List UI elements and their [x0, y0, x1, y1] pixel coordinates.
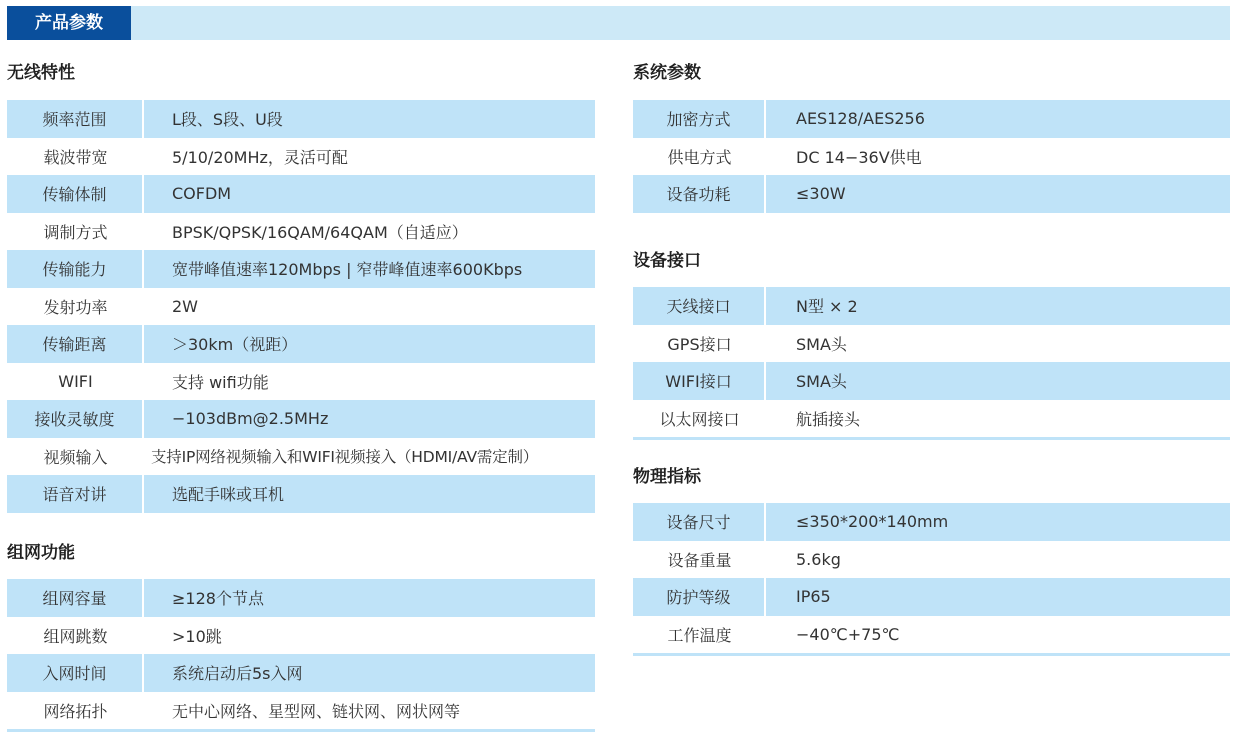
section-title-system: 系统参数 — [633, 63, 701, 83]
table-row — [7, 475, 595, 513]
row-value: 支持 wifi功能 — [172, 372, 269, 392]
row-label: 传输体制 — [7, 175, 144, 213]
table-row — [7, 213, 595, 251]
table-bottom-line — [7, 729, 595, 732]
row-label: 设备尺寸 — [633, 503, 766, 541]
row-value: DC 14−36V供电 — [796, 147, 922, 167]
row-label: 接收灵敏度 — [7, 400, 144, 438]
row-value: SMA头 — [796, 372, 847, 392]
table-row — [633, 138, 1230, 176]
table-row — [7, 654, 595, 692]
row-label: 视频输入 — [43, 447, 108, 467]
table-row — [633, 616, 1230, 654]
row-label: 供电方式 — [667, 147, 732, 167]
table-row — [633, 503, 1230, 541]
table-row — [633, 400, 1230, 438]
row-value: ≥128个节点 — [172, 589, 264, 609]
row-label: 以太网接口 — [659, 409, 740, 429]
header-bar — [7, 6, 1230, 40]
table-row — [7, 138, 595, 176]
row-label: 加密方式 — [633, 100, 766, 138]
table-row — [633, 100, 1230, 138]
table-row — [7, 692, 595, 730]
row-value: N型 × 2 — [796, 297, 858, 317]
row-value: −103dBm@2.5MHz — [172, 409, 329, 429]
table-row — [7, 250, 595, 288]
row-label: 发射功率 — [43, 297, 108, 317]
row-value: BPSK/QPSK/16QAM/64QAM（自适应） — [172, 222, 468, 242]
table-row — [7, 175, 595, 213]
row-value: L段、S段、U段 — [172, 110, 283, 130]
table-row — [633, 578, 1230, 616]
table-row — [7, 617, 595, 655]
row-label: 组网容量 — [7, 579, 144, 617]
row-label: 防护等级 — [633, 578, 766, 616]
row-value: −40℃+75℃ — [796, 624, 900, 644]
table-row — [7, 579, 595, 617]
table-row — [7, 100, 595, 138]
row-label: 入网时间 — [7, 654, 144, 692]
row-value: COFDM — [172, 184, 232, 204]
table-row — [633, 175, 1230, 213]
row-label: 设备重量 — [667, 550, 732, 570]
page-title: 产品参数 — [7, 6, 131, 40]
row-label: 网络拓扑 — [43, 701, 108, 721]
system-table — [633, 100, 1230, 213]
row-label: 组网跳数 — [43, 626, 108, 646]
wireless-table — [7, 100, 595, 513]
section-title-networking: 组网功能 — [7, 543, 75, 563]
table-bottom-line — [633, 437, 1230, 440]
row-value: 支持IP网络视频输入和WIFI视频接入（HDMI/AV需定制） — [151, 448, 539, 467]
table-row — [7, 438, 595, 476]
interfaces-table — [633, 287, 1230, 440]
row-value: ≤30W — [796, 184, 846, 204]
table-row — [633, 325, 1230, 363]
row-label: 设备功耗 — [633, 175, 766, 213]
table-row — [633, 541, 1230, 579]
networking-table — [7, 579, 595, 732]
table-row — [7, 288, 595, 326]
row-label: 载波带宽 — [43, 147, 108, 167]
row-value: 2W — [172, 296, 198, 316]
table-row — [7, 400, 595, 438]
row-label: 频率范围 — [7, 100, 144, 138]
table-row — [633, 287, 1230, 325]
row-value: 宽带峰值速率120Mbps | 窄带峰值速率600Kbps — [172, 260, 523, 280]
row-value: ＞30km（视距） — [172, 335, 298, 355]
table-bottom-line — [633, 653, 1230, 656]
table-row — [633, 362, 1230, 400]
row-value: ≤350*200*140mm — [796, 512, 949, 532]
table-row — [7, 325, 595, 363]
section-title-physical: 物理指标 — [633, 467, 701, 487]
row-value: AES128/AES256 — [796, 109, 925, 129]
row-label: 调制方式 — [43, 222, 108, 242]
row-label: WIFI接口 — [633, 362, 766, 400]
section-title-interfaces: 设备接口 — [633, 251, 701, 271]
row-label: 工作温度 — [667, 625, 732, 645]
row-value: IP65 — [796, 587, 831, 607]
section-title-wireless: 无线特性 — [7, 63, 75, 83]
row-value: >10跳 — [172, 626, 222, 646]
row-label: 传输距离 — [7, 325, 144, 363]
row-label: 语音对讲 — [7, 475, 144, 513]
table-row — [7, 363, 595, 401]
row-label: GPS接口 — [667, 334, 732, 354]
row-value: 5.6kg — [796, 549, 841, 569]
row-value: 选配手咪或耳机 — [172, 485, 285, 505]
row-value: 无中心网络、星型网、链状网、网状网等 — [172, 701, 461, 721]
row-value: 航插接头 — [796, 409, 861, 429]
row-value: 5/10/20MHz，灵活可配 — [172, 147, 348, 167]
row-value: SMA头 — [796, 334, 847, 354]
row-label: 天线接口 — [633, 287, 766, 325]
row-label: WIFI — [58, 371, 93, 391]
row-label: 传输能力 — [7, 250, 144, 288]
physical-table — [633, 503, 1230, 656]
row-value: 系统启动后5s入网 — [172, 664, 303, 684]
